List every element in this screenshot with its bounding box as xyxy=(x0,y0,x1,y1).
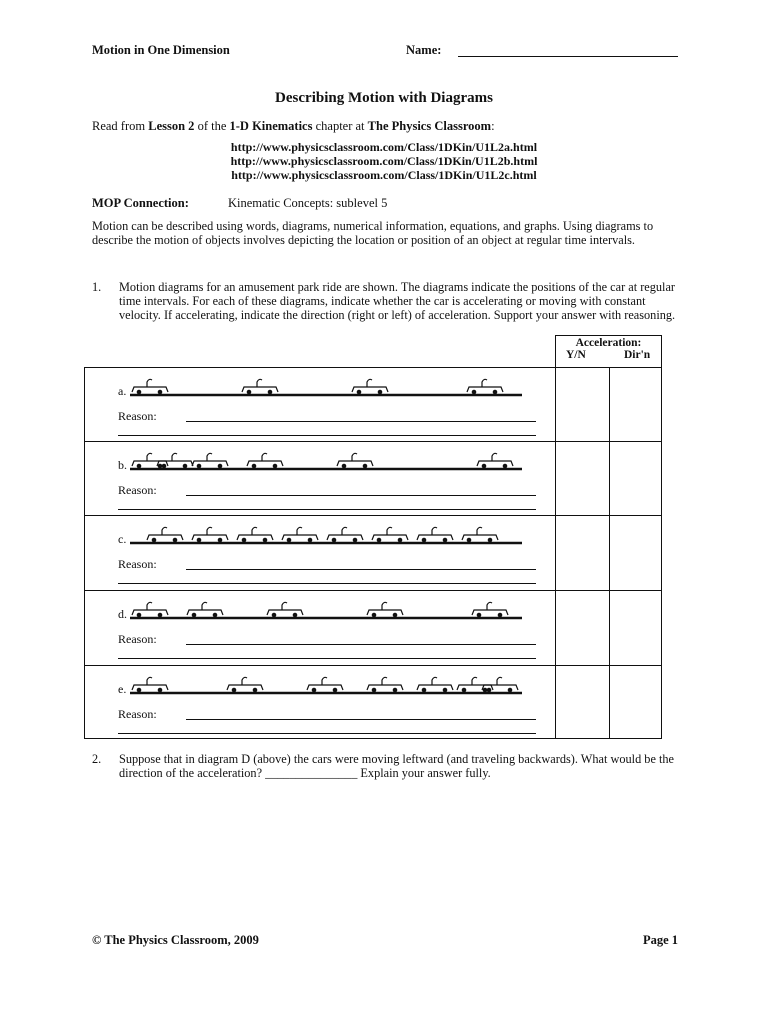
url-link[interactable]: http://www.physicsclassroom.com/Class/1DKin/U1L2a.html xyxy=(230,140,538,154)
reason-label: Reason: xyxy=(118,483,157,497)
reason-label: Reason: xyxy=(118,557,157,571)
page-title: Describing Motion with Diagrams xyxy=(275,90,493,106)
read-from-mid2: chapter at xyxy=(312,119,368,133)
reason-answer-line[interactable] xyxy=(186,421,536,422)
car-icon xyxy=(237,527,273,542)
question2-text: Suppose that in diagram D (above) the cars were moving leftward (and traveling backwards). What would be the direction of the acceleration? _______________ Explain your answer fully. xyxy=(119,752,674,781)
motion-diagram xyxy=(130,673,530,695)
url-link[interactable]: http://www.physicsclassroom.com/Class/1DKin/U1L2b.html xyxy=(230,154,538,168)
reason-label: Reason: xyxy=(118,409,157,423)
direction-column-header: Dir'n xyxy=(624,349,651,361)
car-icon xyxy=(242,379,278,394)
car-icon xyxy=(227,677,263,692)
car-icon xyxy=(462,527,498,542)
motion-diagram xyxy=(130,375,530,397)
car-icon xyxy=(482,677,518,692)
acceleration-header-title: Acceleration: xyxy=(575,337,642,349)
car-icon xyxy=(132,379,168,394)
row-letter: c. xyxy=(118,532,127,546)
car-icon xyxy=(192,453,228,468)
grid-row-divider xyxy=(84,665,662,666)
site-name: The Physics Classroom xyxy=(367,119,492,133)
car-icon xyxy=(472,602,508,617)
car-icon xyxy=(352,379,388,394)
motion-diagram xyxy=(130,449,530,471)
mop-label: MOP Connection: xyxy=(92,196,189,210)
name-label: Name: xyxy=(406,43,442,57)
grid-row-divider xyxy=(84,590,662,591)
lesson-name: Lesson 2 xyxy=(148,119,195,133)
car-icon xyxy=(282,527,318,542)
page-number: Page 1 xyxy=(642,933,678,947)
car-icon xyxy=(147,527,183,542)
reason-answer-line[interactable] xyxy=(186,644,536,645)
reason-answer-line[interactable] xyxy=(118,435,536,436)
reason-label: Reason: xyxy=(118,632,157,646)
row-letter: a. xyxy=(118,384,127,398)
grid-row-divider xyxy=(84,515,662,516)
url-link[interactable]: http://www.physicsclassroom.com/Class/1DKin/U1L2c.html xyxy=(231,168,537,182)
yn-column-header: Y/N xyxy=(566,349,586,361)
read-from-prefix: Read from xyxy=(92,119,149,133)
reason-answer-line[interactable] xyxy=(118,733,536,734)
car-icon xyxy=(417,527,453,542)
mop-text: Kinematic Concepts: sublevel 5 xyxy=(228,196,388,210)
car-icon xyxy=(367,602,403,617)
car-icon xyxy=(307,677,343,692)
intro-paragraph: Motion can be described using words, diagrams, numerical information, equations, and graphs. Using diagrams to describe the motion of objects involves depicting the location or position of an object at regular time intervals. xyxy=(92,219,654,248)
car-icon xyxy=(327,527,363,542)
row-letter: e. xyxy=(118,682,127,696)
car-icon xyxy=(367,677,403,692)
row-letter: d. xyxy=(118,607,127,621)
row-letter: b. xyxy=(118,458,127,472)
reason-answer-line[interactable] xyxy=(118,509,536,510)
grid-row-divider xyxy=(84,441,662,442)
car-icon xyxy=(417,677,453,692)
read-from-mid: of the xyxy=(194,119,230,133)
grid-divider xyxy=(609,367,610,739)
grid-divider xyxy=(555,367,556,739)
read-from-line xyxy=(92,119,495,134)
car-icon xyxy=(132,602,168,617)
car-icon xyxy=(337,453,373,468)
chapter-name: 1-D Kinematics xyxy=(229,119,313,133)
car-icon xyxy=(467,379,503,394)
car-icon xyxy=(372,527,408,542)
read-from-suffix: : xyxy=(491,119,495,133)
question1-number: 1. xyxy=(92,280,102,294)
reason-answer-line[interactable] xyxy=(186,719,536,720)
reason-answer-line[interactable] xyxy=(118,658,536,659)
reason-answer-line[interactable] xyxy=(118,583,536,584)
name-field[interactable] xyxy=(458,56,678,57)
car-icon xyxy=(477,453,513,468)
car-icon xyxy=(267,602,303,617)
reason-answer-line[interactable] xyxy=(186,569,536,570)
car-icon xyxy=(187,602,223,617)
car-icon xyxy=(157,453,193,468)
reason-answer-line[interactable] xyxy=(186,495,536,496)
course-title: Motion in One Dimension xyxy=(92,43,230,57)
question1-text: Motion diagrams for an amusement park ride are shown. The diagrams indicate the positions of the car at regular time intervals. For each of these diagrams, indicate whether the car is accelerating or moving with constant velocity. If accelerating, indicate the direction (right or left) of acceleration. Support your answer with reasoning. xyxy=(119,280,676,323)
car-icon xyxy=(132,677,168,692)
motion-diagram xyxy=(130,523,530,545)
car-icon xyxy=(247,453,283,468)
car-icon xyxy=(192,527,228,542)
motion-diagram xyxy=(130,598,530,620)
reason-label: Reason: xyxy=(118,707,157,721)
url-list xyxy=(0,140,768,182)
question2-number: 2. xyxy=(92,752,102,766)
copyright-footer: © The Physics Classroom, 2009 xyxy=(92,933,259,947)
